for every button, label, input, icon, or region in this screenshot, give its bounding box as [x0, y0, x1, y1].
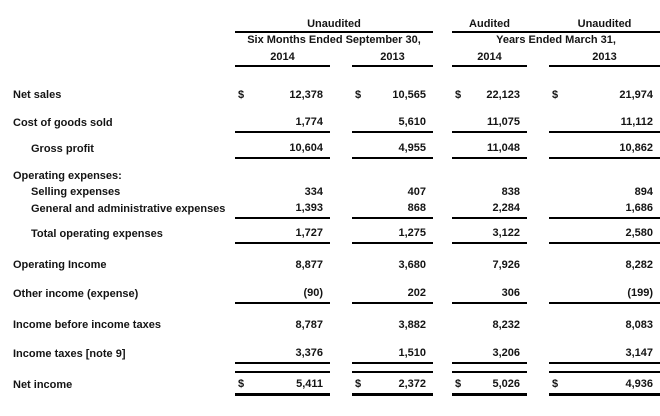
cell-value: 3,206 — [452, 343, 527, 363]
cell-value: 4,955 — [352, 137, 433, 158]
cell-value: 8,877 — [295, 259, 323, 271]
column-gap — [527, 283, 549, 303]
column-gap — [330, 222, 352, 243]
row-label: Operating Income — [13, 259, 107, 271]
table-row — [0, 222, 660, 243]
table-row — [0, 112, 660, 132]
row-label: Income before income taxes — [13, 319, 161, 331]
column-gap — [527, 201, 549, 218]
column-gap — [330, 372, 352, 394]
cell-value: 1,686 — [549, 201, 660, 218]
period-left: Six Months Ended September 30, — [247, 34, 421, 46]
column-gap — [527, 48, 549, 66]
year-column-header: 2013 — [549, 48, 660, 66]
table-row — [0, 201, 660, 218]
column-gap — [433, 32, 452, 48]
row-label: Net income — [13, 379, 73, 391]
spacer — [0, 66, 660, 85]
row-label: Net sales — [13, 89, 62, 101]
column-gap — [433, 85, 452, 104]
column-gap — [527, 343, 549, 363]
cell-value: $ 12,378 — [238, 89, 323, 101]
cell-value: 2,284 — [452, 201, 527, 218]
dollar-sign: $ — [455, 89, 462, 101]
column-gap — [527, 185, 549, 201]
row-label: Gross profit — [31, 143, 94, 155]
cell-value: 3,147 — [549, 343, 660, 363]
cell-value: 1,275 — [352, 222, 433, 243]
column-gap — [330, 48, 352, 66]
cell-value: 7,926 — [492, 259, 521, 271]
cell-value: 1,727 — [235, 222, 330, 243]
cell-value: $ 4,936 — [549, 372, 660, 394]
column-gap — [433, 372, 452, 394]
table-row — [0, 372, 660, 394]
cell-value: $ 10,565 — [355, 89, 427, 101]
row-label: Total operating expenses — [31, 228, 163, 240]
dollar-sign: $ — [552, 89, 559, 101]
row-label: General and administrative expenses — [31, 203, 226, 215]
column-gap — [330, 85, 352, 104]
column-gap — [433, 48, 452, 66]
spacer — [0, 303, 660, 313]
column-gap — [330, 343, 352, 363]
income-statement-table — [0, 10, 660, 396]
table-row — [0, 313, 660, 334]
cell-value: 838 — [501, 186, 521, 198]
cell-value: 10,862 — [549, 137, 660, 158]
dollar-sign: $ — [238, 89, 245, 101]
cell-value: 3,882 — [398, 319, 427, 331]
column-gap — [330, 201, 352, 218]
cell-value: $ 5,026 — [452, 372, 527, 394]
empty-cell — [0, 48, 235, 66]
column-gap — [433, 313, 452, 334]
cell-value: 11,048 — [452, 137, 527, 158]
column-gap — [527, 85, 549, 104]
empty-cell — [235, 168, 660, 185]
column-gap — [433, 222, 452, 243]
audit-status-row — [0, 10, 660, 32]
row-label: Selling expenses — [31, 186, 121, 198]
spacer — [0, 274, 660, 283]
column-gap — [330, 253, 352, 274]
period-right: Years Ended March 31, — [496, 34, 616, 46]
empty-cell — [0, 10, 235, 32]
cell-value: 1,393 — [235, 201, 330, 218]
table-row — [0, 185, 660, 201]
column-gap — [527, 222, 549, 243]
cell-value: 3,680 — [398, 259, 427, 271]
cell-value: 11,075 — [452, 112, 527, 132]
cell-value: (90) — [235, 283, 330, 303]
cell-value: (199) — [549, 283, 660, 303]
spacer — [0, 243, 660, 253]
audit-status-right-group — [452, 10, 660, 32]
column-gap — [527, 313, 549, 334]
row-label: Income taxes [note 9] — [13, 348, 126, 360]
spacer — [0, 158, 660, 168]
cell-value: 1,774 — [235, 112, 330, 132]
cell-value: $ 21,974 — [552, 89, 654, 101]
row-label: Operating expenses: — [13, 170, 122, 182]
table-row — [0, 253, 660, 274]
column-gap — [433, 283, 452, 303]
cell-value: 8,282 — [625, 259, 654, 271]
column-gap — [433, 10, 452, 32]
dollar-sign: $ — [355, 89, 362, 101]
column-gap — [330, 112, 352, 132]
spacer — [0, 334, 660, 343]
table-row — [0, 283, 660, 303]
column-gap — [527, 253, 549, 274]
cell-value: 894 — [634, 186, 654, 198]
column-gap — [527, 112, 549, 132]
cell-value: 5,610 — [352, 112, 433, 132]
table-row — [0, 137, 660, 158]
column-gap — [330, 137, 352, 158]
column-gap — [433, 112, 452, 132]
cell-value: 202 — [352, 283, 433, 303]
year-column-header: 2013 — [352, 48, 433, 66]
cell-value: 11,112 — [549, 112, 660, 132]
cell-value: 407 — [407, 186, 427, 198]
audit-status-left: Unaudited — [235, 10, 433, 32]
cell-value: $ 5,411 — [235, 372, 330, 394]
column-gap — [527, 137, 549, 158]
spacer — [0, 104, 660, 112]
years-row — [0, 48, 660, 66]
column-gap — [330, 313, 352, 334]
cell-value: 868 — [352, 201, 433, 218]
cell-value: 8,787 — [295, 319, 323, 331]
dollar-sign: $ — [355, 377, 362, 390]
table-row — [0, 343, 660, 363]
dollar-sign: $ — [552, 377, 559, 390]
empty-cell — [0, 32, 235, 48]
row-label: Other income (expense) — [13, 288, 139, 300]
cell-value: 1,510 — [352, 343, 433, 363]
cell-value: 8,083 — [625, 319, 654, 331]
cell-value: 3,376 — [235, 343, 330, 363]
column-gap — [433, 201, 452, 218]
table-row — [0, 85, 660, 104]
cell-value: 306 — [452, 283, 527, 303]
cell-value: $ 2,372 — [352, 372, 433, 394]
column-gap — [433, 253, 452, 274]
spacer — [0, 363, 660, 372]
cell-value: 2,580 — [549, 222, 660, 243]
year-column-header: 2014 — [235, 48, 330, 66]
period-row — [0, 32, 660, 48]
year-column-header: 2014 — [452, 48, 527, 66]
audit-status-mid: Audited — [469, 18, 510, 30]
cell-value: $ 22,123 — [455, 89, 521, 101]
column-gap — [433, 343, 452, 363]
row-label: Cost of goods sold — [13, 117, 113, 129]
column-gap — [527, 372, 549, 394]
cell-value: 8,232 — [492, 319, 521, 331]
table-row — [0, 168, 660, 185]
cell-value: 3,122 — [452, 222, 527, 243]
audit-status-right: Unaudited — [577, 18, 632, 30]
column-gap — [330, 283, 352, 303]
column-gap — [330, 185, 352, 201]
column-gap — [433, 185, 452, 201]
cell-value: 334 — [304, 186, 323, 198]
dollar-sign: $ — [455, 377, 462, 390]
cell-value: 10,604 — [235, 137, 330, 158]
dollar-sign: $ — [238, 377, 245, 390]
column-gap — [433, 137, 452, 158]
